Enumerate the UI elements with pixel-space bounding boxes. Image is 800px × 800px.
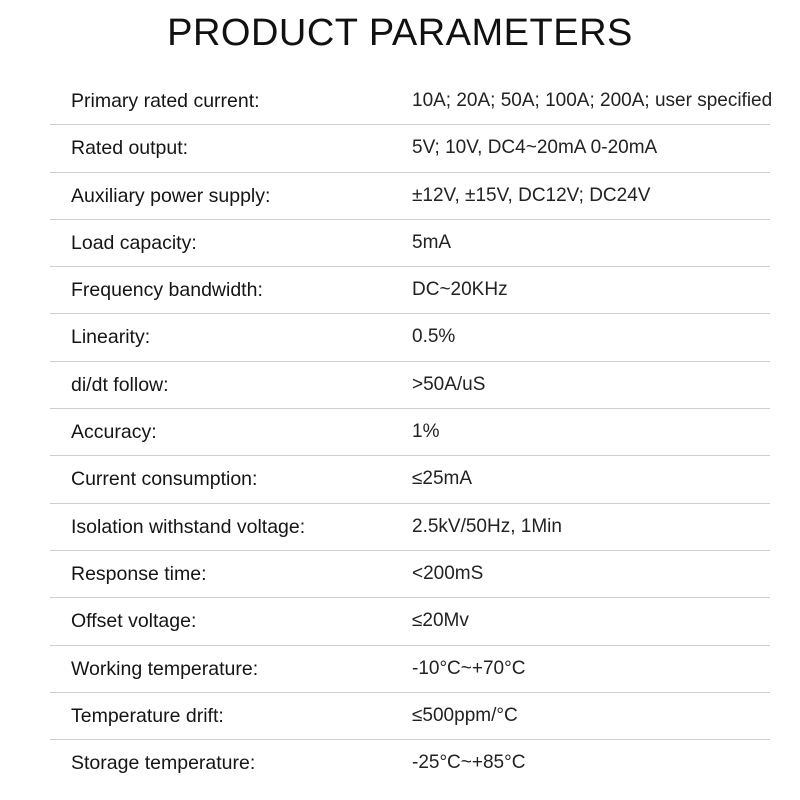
parameter-value: -10°C~+70°C bbox=[412, 657, 526, 679]
parameter-row-di-dt-follow bbox=[50, 362, 770, 409]
parameter-label: Auxiliary power supply: bbox=[71, 184, 271, 207]
parameter-row-working-temperature bbox=[50, 646, 770, 693]
parameter-value: 2.5kV/50Hz, 1Min bbox=[412, 515, 562, 537]
page-title: PRODUCT PARAMETERS bbox=[167, 12, 633, 54]
parameter-value: 5V; 10V, DC4~20mA 0-20mA bbox=[412, 137, 658, 159]
parameter-row-load-capacity bbox=[50, 220, 770, 267]
parameter-label: Accuracy: bbox=[71, 421, 157, 444]
parameter-row-rated-output bbox=[50, 125, 770, 172]
parameter-row-primary-rated-current bbox=[50, 78, 773, 125]
parameter-row-linearity bbox=[50, 314, 770, 361]
parameter-label: Primary rated current: bbox=[71, 90, 260, 112]
parameter-row-frequency-bandwidth bbox=[50, 267, 770, 314]
parameter-value: >50A/uS bbox=[412, 373, 486, 395]
parameter-label: Current consumption: bbox=[71, 468, 258, 491]
parameter-label: di/dt follow: bbox=[71, 373, 169, 396]
parameter-label: Isolation withstand voltage: bbox=[71, 515, 306, 538]
parameter-label: Frequency bandwidth: bbox=[71, 279, 263, 302]
parameter-row-auxiliary-power-supply bbox=[50, 173, 770, 220]
parameter-label: Storage temperature: bbox=[71, 752, 256, 775]
parameter-row-storage-temperature bbox=[50, 740, 770, 787]
parameter-row-current-consumption bbox=[50, 456, 770, 503]
parameter-label: Linearity: bbox=[71, 326, 151, 349]
parameter-label: Rated output: bbox=[71, 137, 189, 160]
parameter-value: -25°C~+85°C bbox=[412, 752, 526, 774]
parameter-value: ≤500ppm/°C bbox=[412, 704, 518, 726]
parameters-table bbox=[50, 78, 773, 787]
parameter-value: 5mA bbox=[412, 231, 452, 253]
parameter-row-accuracy bbox=[50, 409, 770, 456]
parameter-row-temperature-drift bbox=[50, 693, 770, 740]
parameter-value: <200mS bbox=[412, 562, 484, 584]
parameter-value: ≤20Mv bbox=[412, 610, 469, 632]
parameter-row-isolation-withstand-voltage bbox=[50, 504, 770, 551]
parameter-value: ±12V, ±15V, DC12V; DC24V bbox=[412, 184, 651, 206]
parameter-row-response-time bbox=[50, 551, 770, 598]
parameter-value: DC~20KHz bbox=[412, 279, 508, 301]
parameter-label: Temperature drift: bbox=[71, 704, 224, 727]
parameter-label: Offset voltage: bbox=[71, 610, 197, 633]
parameter-row-offset-voltage bbox=[50, 598, 770, 645]
parameter-value: ≤25mA bbox=[412, 468, 473, 490]
parameter-value: 1% bbox=[412, 421, 440, 443]
parameter-value: 10A; 20A; 50A; 100A; 200A; user specified bbox=[412, 90, 773, 111]
parameter-label: Working temperature: bbox=[71, 657, 259, 680]
parameter-label: Response time: bbox=[71, 562, 207, 585]
parameter-label: Load capacity: bbox=[71, 231, 197, 254]
parameter-value: 0.5% bbox=[412, 326, 456, 348]
